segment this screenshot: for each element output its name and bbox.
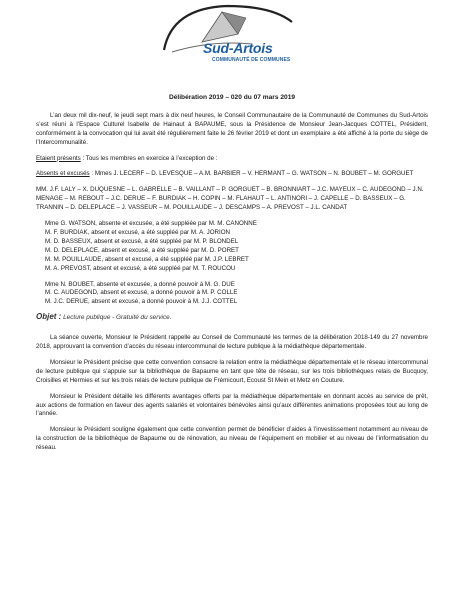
absents-text: : Mmes J. LECERF – D. LEVESQUE – A.M. BARBIER – V. HERMANT – G. WATSON – N. BOUBET – M. GORGUET xyxy=(89,170,414,178)
proxies-list xyxy=(45,281,428,308)
logo-name: Sud-Artois xyxy=(203,40,273,56)
list-item: Mme N. BOUBET, absente et excusée, a donné pouvoir à M. G. DUE xyxy=(45,280,235,288)
present-label: Etaient présents xyxy=(36,154,81,162)
objet-label: Objet : xyxy=(36,312,62,322)
body-paragraph: Monsieur le Président détaille les différents avantages offerts par la médiathèque départementale en donnant accès au service de prêt, aux actions de formation en faveur des agents salariés et volontaires bénévoles ainsi qu’aux différentes animations proposées tout au long de l’année. xyxy=(36,392,428,418)
body-paragraph: Monsieur le Président précise que cette convention consacre la relation entre la médiathèque départementale et le réseau intercommunal de lecture publique qui s’appuie sur la bibliothèque de Bapaume en tant que tête de réseau, sur les trois bibliothèques relais de Bucquoy, Croisilles et Hermies et sur les trois relais de lecture publique de Frémicourt, Ecoust St Mein et Metz en Couture. xyxy=(36,358,428,384)
objet-text: Lecture publique - Gratuité du service. xyxy=(61,314,172,322)
logo-subtitle: COMMUNAUTÉ DE COMMUNES xyxy=(212,57,291,63)
body-paragraph: La séance ouverte, Monsieur le Président rappelle au Conseil de Communauté les termes de la délibération 2018-149 du 27 novembre 2018, approuvant la convention d’accès du réseau intercommunal de lecture publique à la médiathèque départementale. xyxy=(36,334,428,351)
list-item: M. D. DELEPLACE, absent et excusé, a été suppléé par M. D. PORET xyxy=(45,246,239,254)
list-item: M. A. PREVOST, absent et excusé, a été suppléé par M. T. ROUCOU xyxy=(45,264,236,272)
absents-mm: MM. J.F. LALY – X. DUQUESNE – L. GABRELLE – B. VAILLANT – P. GORGUET – B. BRONNIART – J.C. MAYEUX – C. AUDEGOND – J.N. MENAGE – M. REBOUT – J.C. DERUE – F. BURDIAK – H. COPIN – M. FLAHAUT – L. ANTINORI – J. CAPELLE – D. BASSEUX – G. TRANNIN – D. DELEPLACE – J. VASSEUR – M. POUILLAUDE – J. DESCAMPS – A. PREVOST – J.L. CANDAT xyxy=(36,186,424,212)
absents-label: Absents et excusés xyxy=(36,170,90,178)
list-item: M. F. BURDIAK, absent et excusé, a été suppléé par M. A. JORION xyxy=(45,228,231,236)
objet-line xyxy=(36,313,428,323)
document-body xyxy=(36,94,428,460)
list-item: M. J.C. DERUE, absent et excusé, a donné pouvoir à M. J.J. COTTEL xyxy=(45,298,238,306)
list-item: Mme G. WATSON, absente et excusée, a été suppléée par M. M. CANONNE xyxy=(45,220,257,228)
list-item: M. C. AUDEGOND, absent et excusé, a donné pouvoir à M. P. COLLE xyxy=(45,289,238,297)
substitutions-list xyxy=(45,220,428,273)
list-item: M. M. POUILLAUDE, absent et excusé, a été suppléé par M. J.P. LEBRET xyxy=(45,255,249,263)
document-title: Délibération 2019 – 020 du 07 mars 2019 xyxy=(168,94,296,101)
intro-paragraph: L’an deux mil dix-neuf, le jeudi sept mars à dix neuf heures, le Conseil Communautaire de la Communauté de Communes du Sud-Artois s’est réuni à l’Espace Culturel Isabelle de Hainaut à BAPAUME, sous la Présidence de Monsieur Jean-Jacques COTTEL, Président, conformément à la convocation qui lui avait été régulièrement faite le 26 février 2019 et dont un exemplaire a été affiché à la porte du siège de l’Intercommunalité. xyxy=(36,111,428,146)
list-item: M. D. BASSEUX, absent et excusé, a été suppléé par M. P. BLONDEL xyxy=(45,237,239,245)
present-text: : Tous les membres en exercice à l’exception de : xyxy=(80,154,218,162)
absents-line xyxy=(36,170,428,179)
present-line xyxy=(36,155,428,164)
body-paragraph: Monsieur le Président souligne également que cette convention permet de bénéficier d’aides à l’investissement notamment au niveau de la construction de la bibliothèque de Bapaume ou de rénovation, au niveau de l’équipement en mobilier et au niveau de l’informatisation du réseau. xyxy=(36,426,428,452)
